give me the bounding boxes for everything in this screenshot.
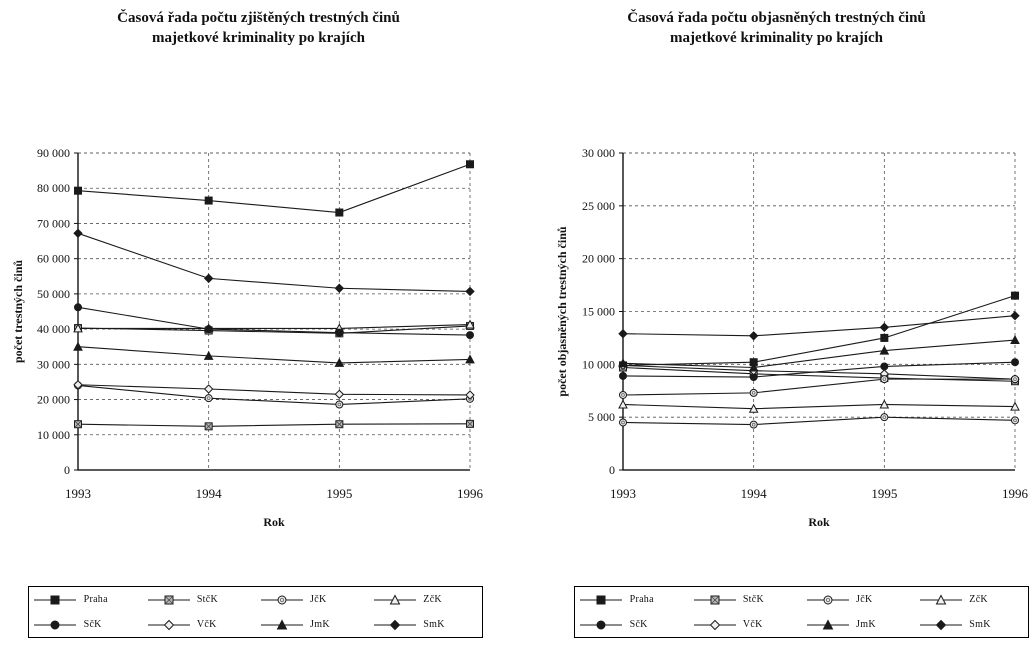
marker-circle-open — [1012, 376, 1019, 383]
y-tick-label: 10 000 — [582, 357, 615, 372]
legend-marker-circle-open — [805, 593, 851, 607]
marker-square-hatch — [75, 421, 82, 428]
legend-symbol-sck — [575, 612, 628, 637]
legend-symbol-vck — [142, 612, 195, 637]
marker-diamond-filled — [466, 287, 474, 295]
y-tick-label: 50 000 — [37, 286, 70, 301]
series-SčK — [75, 304, 474, 339]
chart-svg-left — [0, 48, 517, 548]
y-tick-label: 20 000 — [582, 251, 615, 266]
x-axis-label: Rok — [263, 515, 285, 529]
y-tick-label: 40 000 — [37, 322, 70, 337]
marker-circle-filled — [51, 621, 59, 629]
marker-circle-filled — [1012, 359, 1019, 366]
series-StčK — [75, 322, 474, 336]
series-spodní — [75, 420, 474, 429]
axes — [623, 153, 1015, 470]
series-Praha — [620, 292, 1019, 369]
x-tick-label: 1993 — [65, 486, 91, 501]
legend-symbol-stck — [688, 587, 741, 612]
x-tick-label: 1993 — [610, 486, 636, 501]
y-tick-label: 30 000 — [582, 146, 615, 160]
legend-row-2 — [29, 612, 482, 637]
legend-symbol-praha — [575, 587, 628, 612]
x-tick-label: 1995 — [326, 486, 353, 501]
legend-symbol-jck — [255, 587, 308, 612]
marker-diamond-filled — [390, 620, 399, 629]
legend-label-praha: Praha — [629, 594, 654, 605]
marker-circle-open — [620, 391, 627, 398]
legend-label-sck: SčK — [629, 619, 648, 630]
legend-symbol-jmk — [255, 612, 308, 637]
series-SmK — [619, 312, 1019, 340]
series-ZčK — [74, 321, 474, 332]
chart-svg-right — [518, 48, 1035, 548]
marker-circle-open — [881, 414, 888, 421]
title-line-1: Časová řada počtu zjištěných trestných činů — [117, 10, 400, 26]
marker-square-hatch — [336, 421, 343, 428]
marker-circle-filled — [205, 326, 212, 333]
marker-circle-open — [278, 596, 286, 604]
y-tick-label: 25 000 — [582, 198, 615, 213]
legend-table — [575, 587, 1028, 637]
x-tick-label: 1994 — [740, 486, 767, 501]
legend-marker-square-hatch — [692, 593, 738, 607]
legend-symbol-smk — [369, 612, 422, 637]
marker-diamond-filled — [619, 330, 627, 338]
legend-symbol-sck — [29, 612, 82, 637]
legend-symbol-jmk — [801, 612, 854, 637]
marker-circle-open — [336, 401, 343, 408]
legend-marker-diamond-filled — [372, 618, 418, 632]
legend-symbol-zck — [369, 587, 422, 612]
legend-marker-circle-open — [259, 593, 305, 607]
y-tick-label: 30 000 — [37, 357, 70, 372]
marker-diamond-open — [205, 385, 213, 393]
legend-label-zck: ZčK — [423, 594, 442, 605]
marker-square-filled — [467, 161, 474, 168]
x-axis-label: Rok — [808, 515, 830, 529]
legend-symbol-zck — [915, 587, 968, 612]
x-tick-label: 1996 — [1002, 486, 1028, 501]
plot-area-left — [0, 48, 517, 548]
marker-circle-open — [620, 419, 627, 426]
marker-circle-filled — [75, 304, 82, 311]
legend-label-jmk: JmK — [856, 619, 876, 630]
marker-diamond-filled — [205, 274, 213, 282]
y-tick-label: 90 000 — [37, 146, 70, 160]
legend-marker-square-filled — [32, 593, 78, 607]
series-ZčK — [619, 400, 1019, 412]
legend-label-jck: JčK — [856, 594, 873, 605]
legend-symbol-smk — [915, 612, 968, 637]
marker-diamond-filled — [335, 284, 343, 292]
legend-row-1 — [575, 587, 1028, 612]
marker-square-hatch — [165, 596, 173, 604]
legend-marker-triangle-open — [918, 593, 964, 607]
legend-label-jmk: JmK — [310, 619, 330, 630]
legend-symbol-praha — [29, 587, 82, 612]
legend-marker-diamond-open — [692, 618, 738, 632]
x-tick-label: 1996 — [457, 486, 483, 501]
legend-label-jck: JčK — [310, 594, 327, 605]
marker-diamond-filled — [74, 229, 82, 237]
series-JmK — [619, 336, 1019, 371]
marker-square-hatch — [711, 596, 719, 604]
legend-right — [574, 586, 1029, 638]
legend-marker-diamond-filled — [918, 618, 964, 632]
marker-circle-filled — [881, 363, 888, 370]
y-tick-label: 10 000 — [37, 427, 70, 442]
legend-label-vck: VčK — [196, 619, 217, 630]
legend-label-zck: ZčK — [969, 594, 988, 605]
marker-circle-filled — [620, 372, 627, 379]
legend-label-stck: StčK — [196, 594, 219, 605]
legend-table — [29, 587, 482, 637]
y-tick-label: 80 000 — [37, 181, 70, 196]
x-tick-label: 1994 — [195, 486, 222, 501]
marker-circle-open — [750, 421, 757, 428]
marker-circle-open — [750, 389, 757, 396]
marker-square-filled — [1012, 292, 1019, 299]
series-VčK — [74, 381, 474, 399]
page-title-left — [44, 8, 474, 48]
legend-marker-triangle-filled — [805, 618, 851, 632]
legend-marker-triangle-open — [372, 593, 418, 607]
axes — [78, 153, 470, 470]
legend-label-praha: Praha — [83, 594, 108, 605]
title-line-2: majetkové kriminality po krajích — [152, 30, 365, 46]
marker-square-filled — [881, 334, 888, 341]
title-line-1: Časová řada počtu objasněných trestných činů — [627, 10, 926, 26]
legend-label-smk: SmK — [423, 619, 445, 630]
marker-diamond-filled — [1011, 312, 1019, 320]
chart-panel-objasnene — [518, 0, 1035, 650]
marker-square-filled — [51, 596, 59, 604]
marker-circle-open — [824, 596, 832, 604]
marker-square-filled — [597, 596, 605, 604]
legend-marker-triangle-filled — [259, 618, 305, 632]
marker-diamond-open — [710, 620, 719, 629]
marker-diamond-open — [335, 390, 343, 398]
legend-label-vck: VčK — [742, 619, 763, 630]
series-spodní — [620, 376, 1019, 399]
y-axis-label: počet trestných činů — [11, 259, 25, 364]
y-tick-label: 0 — [64, 463, 70, 477]
legend-marker-circle-filled — [578, 618, 624, 632]
grid — [74, 153, 470, 470]
marker-circle-open — [1012, 417, 1019, 424]
marker-circle-filled — [597, 621, 605, 629]
marker-circle-open — [205, 395, 212, 402]
title-line-2: majetkové kriminality po krajích — [670, 30, 883, 46]
marker-square-filled — [205, 197, 212, 204]
marker-diamond-open — [164, 620, 173, 629]
y-tick-label: 5 000 — [588, 410, 615, 425]
series-JmK — [74, 343, 474, 367]
legend-marker-square-hatch — [146, 593, 192, 607]
y-tick-label: 20 000 — [37, 392, 70, 407]
legend-row-1 — [29, 587, 482, 612]
marker-square-hatch — [467, 420, 474, 427]
legend-symbol-jck — [801, 587, 854, 612]
marker-diamond-filled — [880, 323, 888, 331]
marker-circle-open — [881, 376, 888, 383]
series-JčK — [620, 414, 1019, 428]
marker-diamond-filled — [750, 332, 758, 340]
legend-marker-square-filled — [578, 593, 624, 607]
y-tick-label: 70 000 — [37, 216, 70, 231]
legend-label-smk: SmK — [969, 619, 991, 630]
y-tick-label: 60 000 — [37, 251, 70, 266]
chart-panel-zjistene — [0, 0, 517, 650]
series-SmK — [74, 229, 474, 295]
grid — [619, 153, 1015, 470]
legend-symbol-vck — [688, 612, 741, 637]
x-tick-label: 1995 — [871, 486, 898, 501]
marker-circle-filled — [467, 332, 474, 339]
legend-left — [28, 586, 483, 638]
plot-area-right — [518, 48, 1035, 548]
marker-diamond-filled — [936, 620, 945, 629]
marker-square-filled — [336, 209, 343, 216]
y-tick-label: 15 000 — [582, 304, 615, 319]
legend-row-2 — [575, 612, 1028, 637]
marker-square-filled — [75, 187, 82, 194]
y-axis-label: počet objasněných trestných činů — [555, 226, 569, 397]
legend-label-sck: SčK — [83, 619, 102, 630]
legend-symbol-stck — [142, 587, 195, 612]
series-StčK — [620, 364, 1019, 385]
marker-square-hatch — [205, 423, 212, 430]
legend-label-stck: StčK — [742, 594, 765, 605]
legend-marker-diamond-open — [146, 618, 192, 632]
marker-circle-filled — [336, 329, 343, 336]
y-tick-label: 0 — [609, 463, 615, 477]
legend-marker-circle-filled — [32, 618, 78, 632]
page-title-right — [562, 8, 992, 48]
